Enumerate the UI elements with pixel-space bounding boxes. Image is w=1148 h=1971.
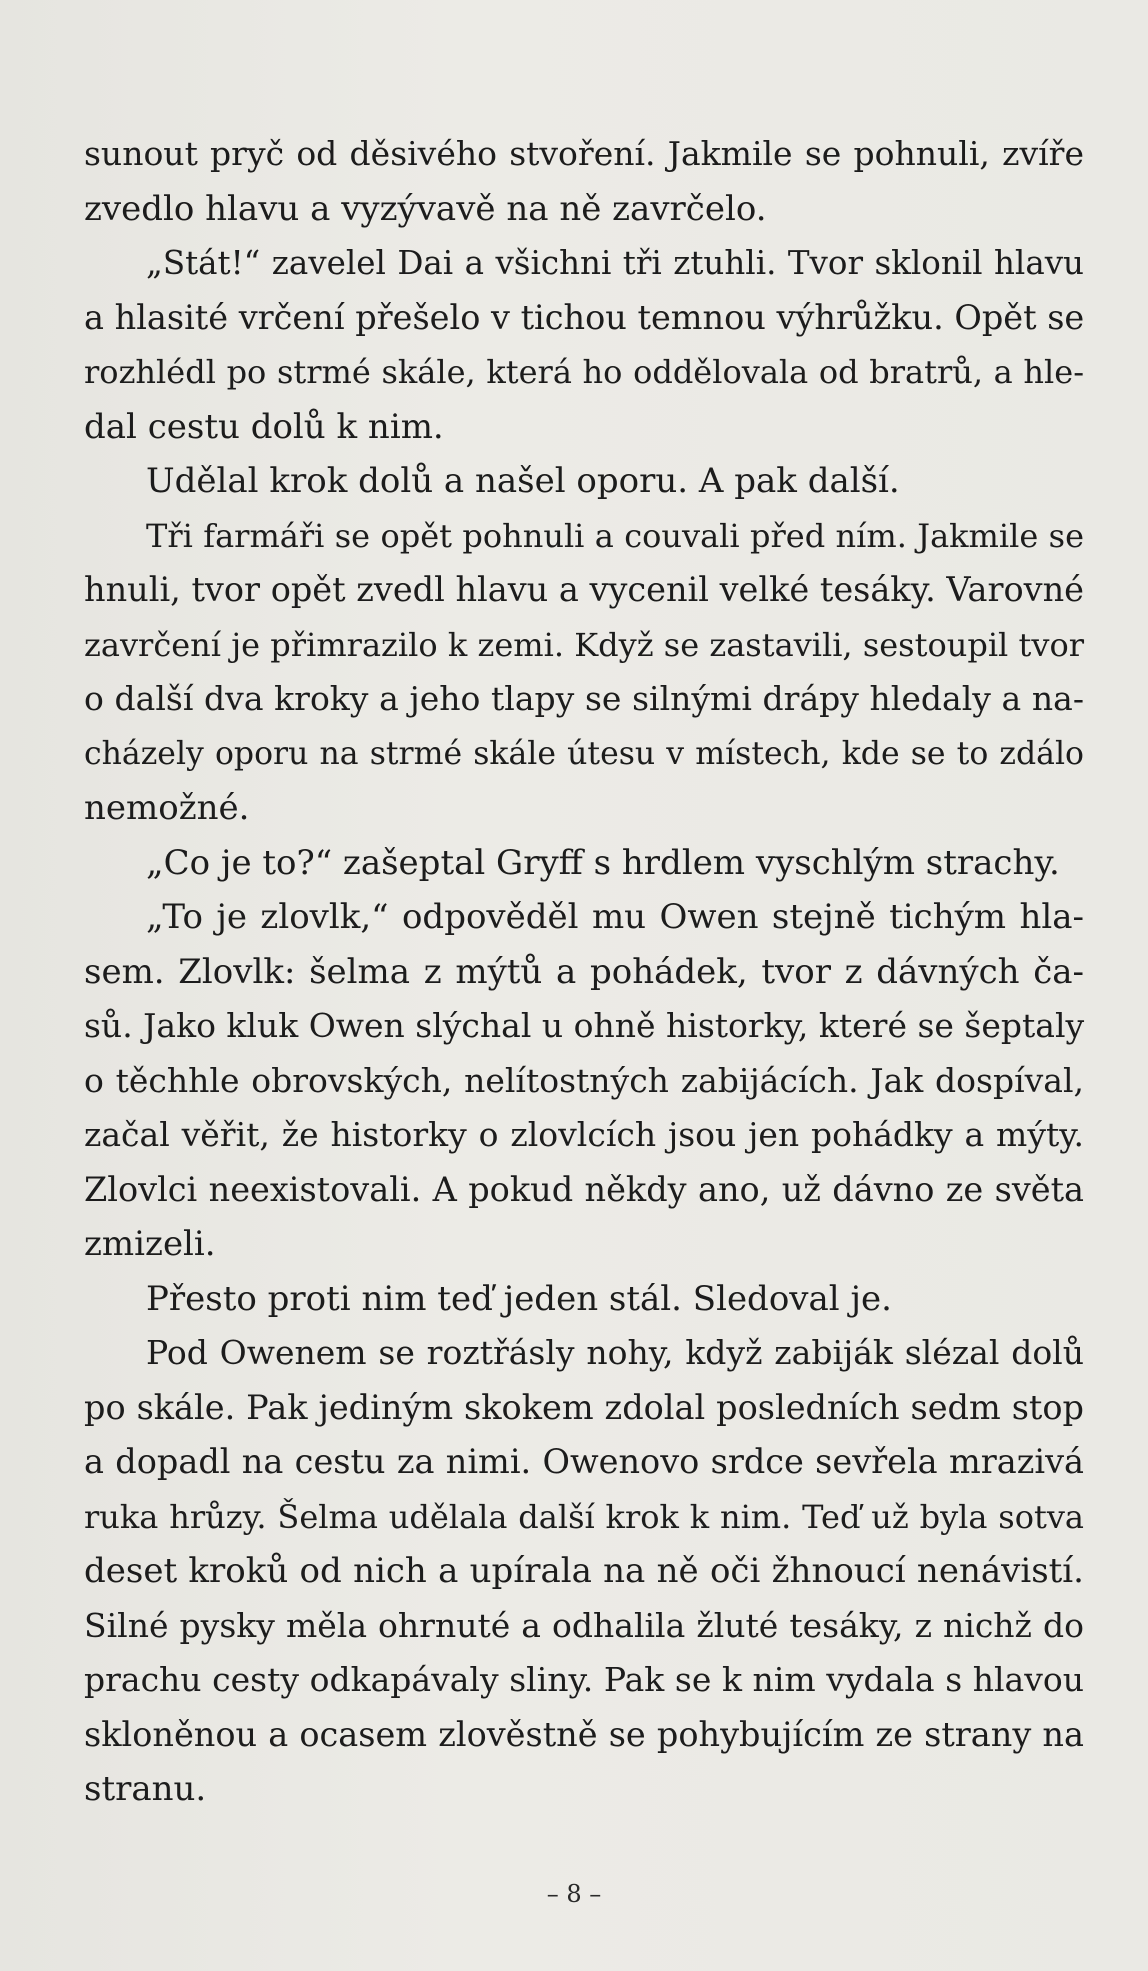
paragraph: [84, 127, 1084, 236]
text-line: Tři farmáři se opět pohnuli a couvali před ním. Jakmile se: [146, 516, 1084, 555]
text-line: a dopadl na cestu za nimi. Owenovo srdce sevřela mrazivá: [84, 1442, 1084, 1481]
paragraph: [84, 1326, 1084, 1817]
text-line: Pod Owenem se roztřásly nohy, když zabiják slézal dolů: [146, 1333, 1084, 1372]
text-line: zmizeli.: [84, 1224, 216, 1264]
text-line: sem. Zlovlk: šelma z mýtů a pohádek, tvor z dávných ča-: [84, 951, 1084, 992]
body-text: [84, 127, 1084, 1817]
paragraph: [84, 509, 1084, 836]
text-line: „Co je to?“ zašeptal Gryff s hrdlem vyschlým strachy.: [146, 842, 1060, 883]
text-line: prachu cesty odkapávaly sliny. Pak se k nim vydala s hlavou: [84, 1660, 1084, 1699]
text-line: deset kroků od nich a upírala na ně oči žhnoucí nenávistí.: [84, 1551, 1084, 1591]
text-line: nemožné.: [84, 788, 250, 828]
paragraph: [84, 454, 1084, 509]
text-line: sů. Jako kluk Owen slýchal u ohně historky, které se šeptaly: [84, 1006, 1085, 1045]
text-line: Zlovlci neexistovali. A pokud někdy ano, už dávno ze světa: [84, 1169, 1084, 1209]
text-line: sunout pryč od děsivého stvoření. Jakmile se pohnuli, zvíře: [84, 134, 1084, 173]
text-line: po skále. Pak jediným skokem zdolal posledních sedm stop: [84, 1387, 1084, 1427]
paragraph: [84, 836, 1084, 891]
text-line: „Stát!“ zavelel Dai a všichni tři ztuhli. Tvor sklonil hlavu: [146, 244, 1084, 282]
paragraph: [84, 1272, 1084, 1327]
text-line: Silné pysky měla ohrnuté a odhalila žluté tesáky, z nichž do: [84, 1605, 1084, 1645]
text-line: a hlasité vrčení přešelo v tichou temnou výhrůžku. Opět se: [84, 297, 1085, 337]
text-line: hnuli, tvor opět zvedl hlavu a vycenil velké tesáky. Varovné: [84, 570, 1084, 609]
text-line: dal cestu dolů k nim.: [84, 406, 444, 447]
page-number: – 8 –: [546, 1880, 602, 1908]
text-line: zavrčení je přimrazilo k zemi. Když se zastavili, sestoupil tvor: [84, 625, 1084, 664]
text-line: o těchhle obrovských, nelítostných zabijácích. Jak dospíval,: [84, 1060, 1084, 1100]
text-line: rozhlédl po strmé skále, která ho oddělovala od bratrů, a hle-: [84, 353, 1084, 391]
paragraph: [84, 236, 1084, 454]
text-line: začal věřit, že historky o zlovlcích jsou jen pohádky a mýty.: [84, 1115, 1084, 1154]
text-line: stranu.: [84, 1769, 207, 1809]
text-line: ruka hrůzy. Šelma udělala další krok k nim. Teď už byla sotva: [84, 1497, 1084, 1536]
text-line: „To je zlovlk,“ odpověděl mu Owen stejně tichým hla-: [146, 897, 1084, 937]
text-line: Přesto proti nim teď jeden stál. Sledoval je.: [146, 1278, 892, 1319]
text-line: cházely oporu na strmé skále útesu v místech, kde se to zdálo: [84, 735, 1084, 772]
text-line: zvedlo hlavu a vyzývavě na ně zavrčelo.: [84, 188, 767, 229]
paragraph: [84, 890, 1084, 1272]
text-line: o další dva kroky a jeho tlapy se silnými drápy hledaly a na-: [84, 679, 1084, 718]
text-line: Udělal krok dolů a našel oporu. A pak další.: [146, 461, 900, 501]
text-line: skloněnou a ocasem zlověstně se pohybujícím ze strany na: [84, 1714, 1084, 1754]
